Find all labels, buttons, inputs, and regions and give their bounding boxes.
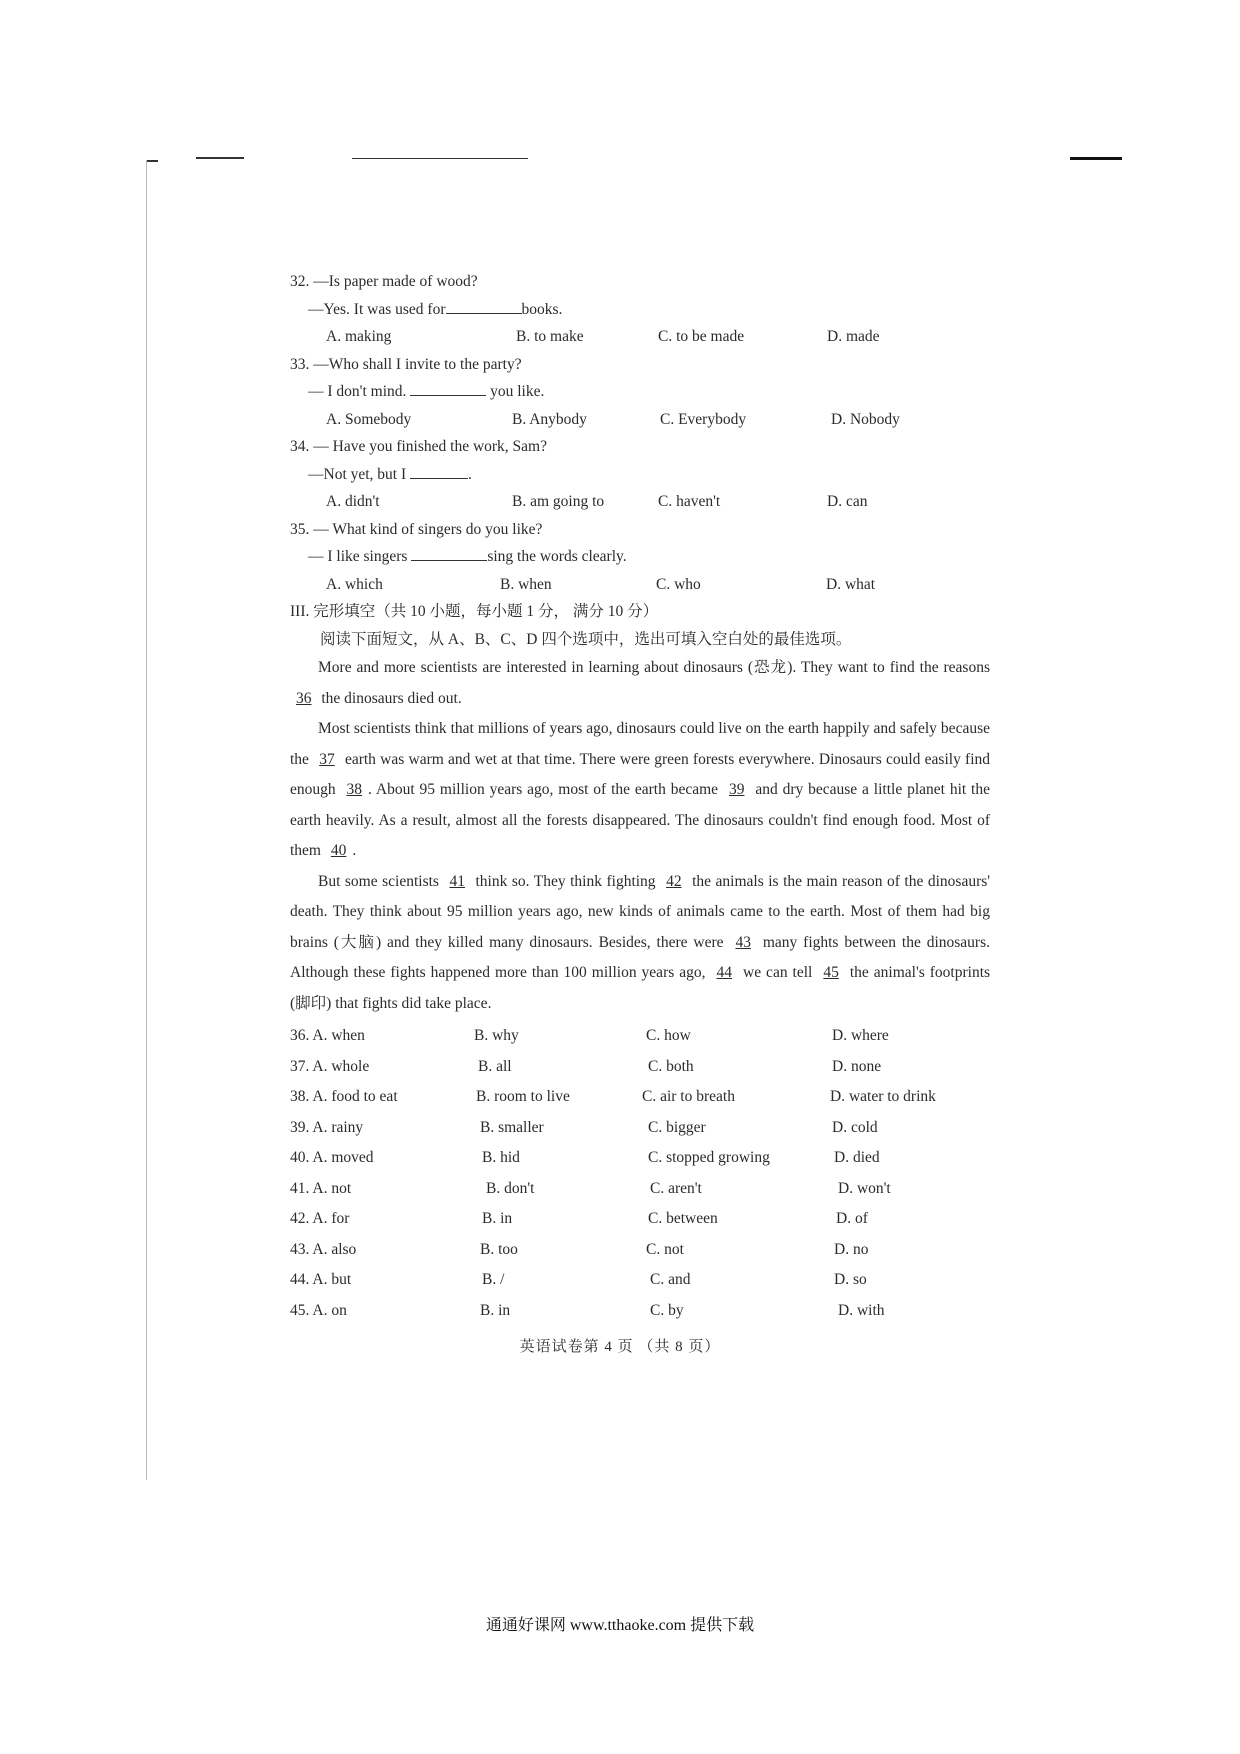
question-stem: 34. — Have you finished the work, Sam? (290, 438, 547, 455)
blank-42: 42 (666, 872, 682, 890)
blank-40: 40 (330, 842, 347, 859)
option-d: D. where (832, 1027, 889, 1044)
option-d: D. won't (838, 1179, 891, 1197)
source-footer: 通通好课网 www.tthaoke.com 提供下载 (485, 1617, 755, 1634)
option-a: 40. A. moved (290, 1149, 374, 1166)
top-rule-left (146, 160, 158, 162)
option-row (290, 488, 990, 516)
option-b: B. don't (486, 1179, 535, 1197)
blank-43: 43 (735, 933, 751, 951)
passage-paragraph-3: But some scientists 41 think so. They think fighting 42 the animals is the main reason of the dinosaurs' death. They think about 95 million years ago, new kinds of animals came to the earth. Most of them had big brains (大脑) and they killed many dinosaurs. Besides, there were 43 many fights between the dinosaurs. Although these fights happened more than 100 million years ago, 44 we can tell 45 the animal's footprints (脚印) that fights did take place. (290, 872, 991, 1012)
passage-paragraph-2: Most scientists think that millions of years ago, dinosaurs could live on the earth happily and safely because the 37 earth was warm and wet at that time. There were green forests everywhere. Dinosaurs could easily find enough 38 . About 95 million years ago, most of the earth became 39 and dry because a little planet hit the earth heavily. As a result, almost all the forests disappeared. The dinosaurs couldn't find enough food. Most of them 40 . (290, 720, 991, 859)
section-instructions: 阅读下面短文，从 A、B、C、D 四个选项中，选出可填入空白处的最佳选项。 (320, 630, 852, 648)
cloze-option-row-38 (290, 1082, 990, 1113)
cloze-option-row-36 (290, 1021, 990, 1052)
option-c: C. aren't (650, 1179, 702, 1197)
question-answer-line: —Not yet, but I . (290, 461, 990, 489)
option-d: D. none (832, 1057, 882, 1075)
left-border (146, 160, 147, 1480)
option-c: C. and (650, 1271, 691, 1288)
option-c: C. how (646, 1027, 691, 1044)
question-stem: 35. — What kind of singers do you like? (290, 520, 543, 538)
blank-36: 36 (296, 689, 312, 707)
blank-44: 44 (716, 964, 732, 981)
option-a: 37. A. whole (290, 1057, 370, 1075)
option-b: B. in (482, 1210, 513, 1227)
option-c: C. by (650, 1301, 684, 1319)
option-c: C. Everybody (660, 410, 747, 428)
option-a: 39. A. rainy (290, 1118, 364, 1136)
question-34 (290, 433, 990, 516)
question-answer-line: — I don't mind. you like. (290, 378, 990, 406)
option-d: D. water to drink (830, 1088, 936, 1105)
question-35 (290, 516, 990, 599)
option-b: B. to make (516, 328, 584, 345)
option-c: C. air to breath (642, 1088, 735, 1105)
option-b: B. hid (482, 1149, 520, 1166)
cloze-option-row-42 (290, 1204, 990, 1235)
option-a: A. making (326, 328, 392, 345)
option-a: A. didn't (326, 493, 380, 510)
option-b: B. room to live (476, 1088, 570, 1105)
blank-38: 38 (346, 781, 363, 798)
option-a: 45. A. on (290, 1301, 347, 1319)
cloze-option-row-43 (290, 1235, 990, 1266)
option-row (290, 323, 990, 351)
option-b: B. / (482, 1271, 505, 1288)
cloze-option-row-44 (290, 1265, 990, 1296)
option-d: D. made (827, 328, 880, 345)
option-b: B. too (480, 1240, 518, 1258)
option-d: D. died (834, 1149, 880, 1166)
section-title: III. 完形填空（共 10 小题，每小题 1 分， 满分 10 分） (290, 603, 659, 620)
top-rule-segment (196, 157, 244, 159)
question-answer-line: —Yes. It was used for books. (290, 296, 990, 324)
top-rule-segment (352, 158, 528, 159)
option-c: C. bigger (648, 1118, 706, 1136)
question-32 (290, 268, 990, 351)
option-d: D. can (827, 493, 868, 510)
cloze-option-row-40 (290, 1143, 990, 1174)
option-d: D. no (834, 1240, 869, 1258)
cloze-option-row-37 (290, 1052, 990, 1083)
option-d: D. with (838, 1301, 885, 1319)
option-b: B. all (478, 1057, 512, 1075)
option-a: 38. A. food to eat (290, 1088, 398, 1105)
question-answer-line: — I like singers sing the words clearly. (290, 543, 990, 571)
question-33 (290, 351, 990, 434)
option-row (290, 571, 990, 599)
option-b: B. in (480, 1301, 511, 1319)
option-row (290, 406, 990, 434)
option-c: C. haven't (658, 493, 721, 510)
cloze-passage (290, 653, 990, 1019)
question-stem: 32. —Is paper made of wood? (290, 273, 478, 290)
exam-page (290, 268, 990, 1326)
question-stem: 33. —Who shall I invite to the party? (290, 355, 522, 373)
cloze-option-row-41 (290, 1174, 990, 1205)
answer-blank (446, 297, 522, 314)
option-c: C. to be made (658, 328, 745, 345)
answer-blank (410, 462, 468, 479)
option-a: 36. A. when (290, 1027, 365, 1044)
option-c: C. who (656, 575, 701, 593)
option-b: B. Anybody (512, 410, 587, 428)
option-d: D. of (836, 1210, 868, 1227)
blank-45: 45 (823, 964, 839, 981)
answer-blank (410, 379, 486, 396)
option-c: C. between (648, 1210, 718, 1227)
option-a: 41. A. not (290, 1179, 352, 1197)
blank-37: 37 (319, 750, 335, 768)
option-d: D. what (826, 575, 876, 593)
blank-39: 39 (728, 781, 745, 798)
option-d: D. cold (832, 1118, 878, 1136)
option-c: C. stopped growing (648, 1149, 770, 1166)
page-number-footer: 英语试卷第 4 页 （共 8 页） (519, 1339, 721, 1355)
cloze-option-row-45 (290, 1296, 990, 1327)
option-a: 42. A. for (290, 1210, 350, 1227)
blank-41: 41 (449, 872, 465, 890)
option-c: C. both (648, 1057, 694, 1075)
option-a: 43. A. also (290, 1240, 357, 1258)
cloze-option-row-39 (290, 1113, 990, 1144)
answer-blank (411, 544, 487, 561)
cloze-options (290, 1021, 990, 1326)
option-b: B. why (474, 1027, 519, 1044)
option-a: A. Somebody (326, 410, 412, 428)
option-b: B. when (500, 575, 552, 593)
top-rule-right (1070, 157, 1122, 160)
passage-paragraph-1: More and more scientists are interested in learning about dinosaurs (恐龙). They want to find the reasons 36 the dinosaurs died out. (290, 653, 990, 714)
option-a: 44. A. but (290, 1271, 352, 1288)
option-b: B. am going to (512, 493, 605, 510)
option-d: D. so (834, 1271, 867, 1288)
option-b: B. smaller (480, 1118, 544, 1136)
option-d: D. Nobody (831, 410, 900, 428)
option-c: C. not (646, 1240, 684, 1258)
option-a: A. which (326, 575, 383, 593)
